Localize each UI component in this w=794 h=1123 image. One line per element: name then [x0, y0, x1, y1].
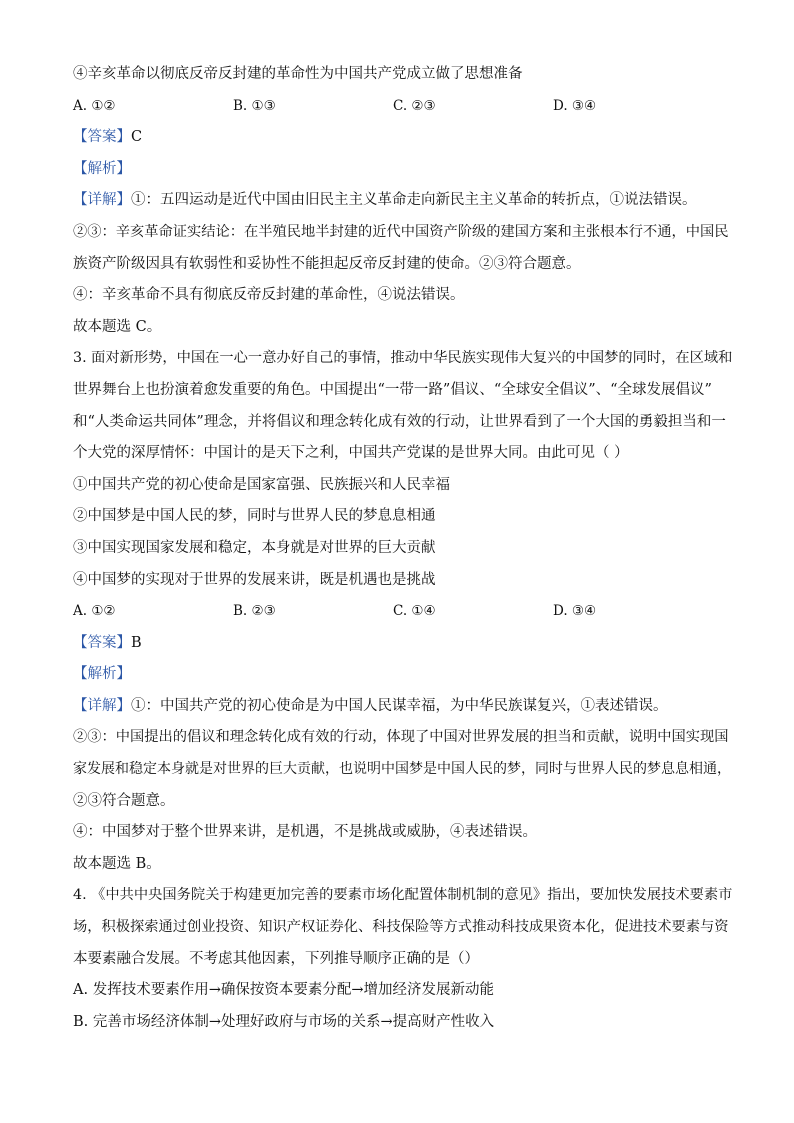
q4-stem-line-3: 本要素融合发展。不考虑其他因素，下列推导顺序正确的是（）: [73, 950, 479, 967]
q3-option-c: C. ①④: [393, 603, 436, 620]
q2-item-4: ④辛亥革命以彻底反帝反封建的革命性为中国共产党成立做了思想准备: [73, 66, 523, 82]
q3-detail-1-text: ①：中国共产党的初心使命是为中国人民谋幸福，为中华民族谋复兴，①表述错误。: [131, 697, 668, 714]
q3-option-d: D. ③④: [553, 603, 597, 620]
q3-stem-line-4: 个大党的深厚情怀：中国计的是天下之利，中国共产党谋的是世界大同。由此可见（ ）: [73, 445, 629, 462]
q3-item-3: ③中国实现国家发展和稳定，本身就是对世界的巨大贡献: [73, 539, 436, 556]
q3-item-2: ②中国梦是中国人民的梦，同时与世界人民的梦息息相通: [73, 508, 436, 525]
q2-conclusion: 故本题选 C。: [73, 318, 162, 335]
q3-stem-line-2: 世界舞台上也扮演着愈发重要的角色。中国提出“一带一路”倡议、“全球安全倡议”、“全球发展倡议”: [73, 381, 712, 398]
q2-answer: [73, 127, 733, 159]
q2-option-b: B. ①③: [233, 97, 276, 114]
q4-stem-line-2: 场，积极探索通过创业投资、知识产权证券化、科技保险等方式推动科技成果资本化，促进技术要素与资: [73, 919, 729, 936]
q4-stem-line-1: 4. 《中共中央国务院关于构建更加完善的要素市场化配置体制机制的意见》指出，要加快发展技术要素市: [73, 887, 733, 904]
q2-option-d: D. ③④: [553, 97, 597, 114]
q3-option-a: A. ①②: [73, 603, 116, 620]
q3-detail-3: ④：中国梦对于整个世界来讲，是机遇，不是挑战或威胁，④表述错误。: [73, 824, 537, 841]
q3-detail-1: [73, 696, 733, 728]
q2-options: [73, 96, 733, 128]
q3-answer-value: B: [131, 634, 142, 651]
q3-detail-2c: ②③符合题意。: [73, 792, 175, 809]
q4-option-a: A. 发挥技术要素作用→确保按资本要素分配→增加经济发展新动能: [73, 982, 494, 999]
q2-detail-label: 【详解】: [73, 192, 131, 209]
q2-analysis: [73, 159, 733, 191]
q2-answer-value: C: [131, 129, 143, 146]
q3-stem-line-3: 和“人类命运共同体”理念，并将倡议和理念转化成有效的行动，让世界看到了一个大国的勇毅担当和一: [73, 413, 726, 430]
q3-analysis-label: 【解析】: [73, 666, 131, 683]
q3-detail-label: 【详解】: [73, 697, 131, 714]
q3-analysis: [73, 664, 733, 696]
q3-conclusion: 故本题选 B。: [73, 855, 161, 872]
q3-stem-line-1: 3. 面对新形势，中国在一心一意办好自己的事情，推动中华民族实现伟大复兴的中国梦的同时，在区域和: [73, 350, 733, 367]
q2-detail-2b: 族资产阶级因具有软弱性和妥协性不能担起反帝反封建的使命。②③符合题意。: [73, 255, 581, 272]
q3-item-1: ①中国共产党的初心使命是国家富强、民族振兴和人民幸福: [73, 476, 450, 493]
q2-option-c: C. ②③: [393, 97, 436, 114]
q3-answer-label: 【答案】: [73, 634, 131, 651]
q2-option-a: A. ①②: [73, 97, 116, 114]
q3-detail-2a: ②③：中国提出的倡议和理念转化成有效的行动，体现了中国对世界发展的担当和贡献，说明中国实现国: [73, 729, 729, 746]
q3-item-4: ④中国梦的实现对于世界的发展来讲，既是机遇也是挑战: [73, 571, 436, 588]
q4-option-b: B. 完善市场经济体制→处理好政府与市场的关系→提高财产性收入: [73, 1013, 495, 1030]
q2-detail-1: [73, 190, 733, 222]
document-content: [73, 64, 733, 1043]
q2-answer-label: 【答案】: [73, 129, 131, 146]
q3-options: [73, 601, 733, 633]
q2-analysis-label: 【解析】: [73, 160, 131, 177]
q3-option-b: B. ②③: [233, 603, 276, 620]
q2-detail-1-text: ①：五四运动是近代中国由旧民主主义革命走向新民主主义革命的转折点，①说法错误。: [131, 192, 697, 209]
q3-answer: [73, 633, 733, 665]
q2-detail-2a: ②③：辛亥革命证实结论：在半殖民地半封建的近代中国资产阶级的建国方案和主张根本行不通，中国民: [73, 223, 729, 240]
q3-detail-2b: 家发展和稳定本身就是对世界的巨大贡献，也说明中国梦是中国人民的梦，同时与世界人民的梦息息相通，: [73, 761, 731, 778]
q2-detail-3: ④：辛亥革命不具有彻底反帝反封建的革命性，④说法错误。: [73, 287, 465, 304]
